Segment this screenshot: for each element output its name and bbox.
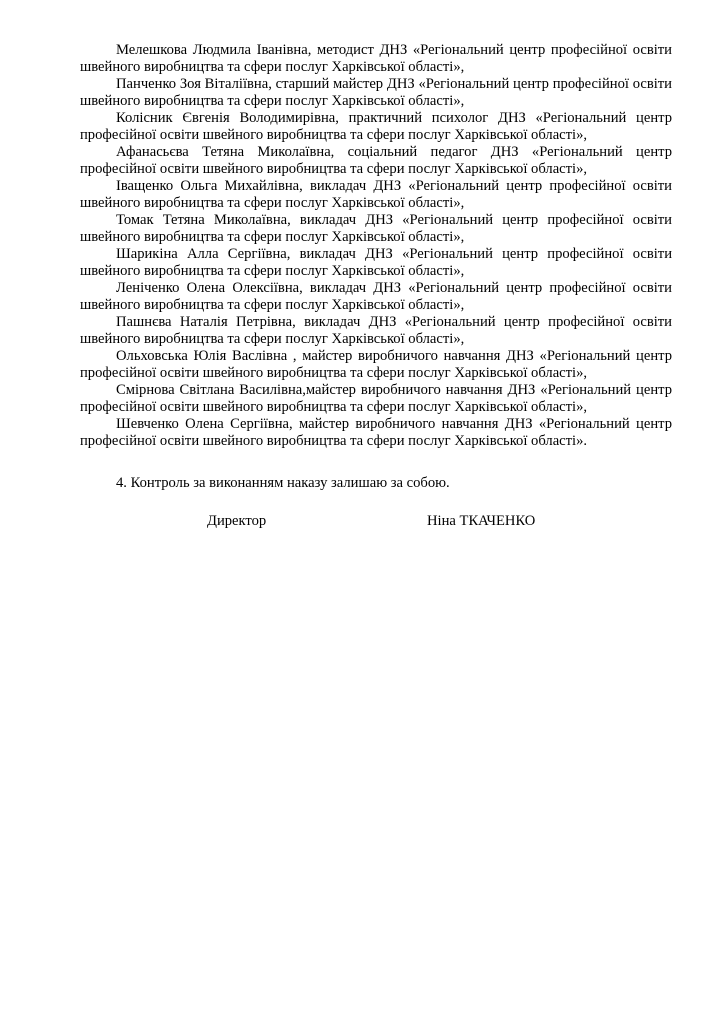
document-body: [80, 42, 672, 492]
staff-entry-smirnova: Смірнова Світлана Василівна,майстер виробничого навчання ДНЗ «Регіональний центр професійної освіти швейного виробництва та сфери послуг Харківської області»,: [80, 382, 672, 415]
signature-block: [0, 513, 724, 533]
staff-entry-afanasieva: Афанасьєва Тетяна Миколаївна, соціальний педагог ДНЗ «Регіональний центр професійної освіти швейного виробництва та сфери послуг Харківської області»,: [80, 144, 672, 177]
staff-entry-lenichenko: Леніченко Олена Олексіївна, викладач ДНЗ «Регіональний центр професійної освіти швейного виробництва та сфери послуг Харківської області»,: [80, 280, 672, 313]
signature-title: Директор: [207, 513, 267, 529]
staff-entry-olkhovska: Ольховська Юлія Васлівна , майстер виробничого навчання ДНЗ «Регіональний центр професійної освіти швейного виробництва та сфери послуг Харківської області»,: [80, 348, 672, 381]
staff-entry-shevchenko: Шевченко Олена Сергіївна, майстер виробничого навчання ДНЗ «Регіональний центр професійної освіти швейного виробництва та сфери послуг Харківської області».: [80, 416, 672, 449]
staff-entry-sharykina: Шарикіна Алла Сергіївна, викладач ДНЗ «Регіональний центр професійної освіти швейного виробництва та сфери послуг Харківської області»,: [80, 246, 672, 279]
staff-entry-panchenko: Панченко Зоя Віталіївна, старший майстер ДНЗ «Регіональний центр професійної освіти швейного виробництва та сфери послуг Харківської області»,: [80, 76, 672, 109]
staff-entry-kolisnyk: Колісник Євгенія Володимирівна, практичний психолог ДНЗ «Регіональний центр професійної освіти швейного виробництва та сфери послуг Харківської області»,: [80, 110, 672, 143]
staff-entry-pashnieva: Пашнєва Наталія Петрівна, викладач ДНЗ «Регіональний центр професійної освіти швейного виробництва та сфери послуг Харківської області»,: [80, 314, 672, 347]
staff-entry-ivashchenko: Іващенко Ольга Михайлівна, викладач ДНЗ «Регіональний центр професійної освіти швейного виробництва та сфери послуг Харківської області»,: [80, 178, 672, 211]
staff-entry-tomak: Томак Тетяна Миколаївна, викладач ДНЗ «Регіональний центр професійної освіти швейного виробництва та сфери послуг Харківської області»,: [80, 212, 672, 245]
signature-name: Ніна ТКАЧЕНКО: [427, 513, 536, 529]
order-point-4: 4. Контроль за виконанням наказу залишаю за собою.: [116, 475, 450, 491]
staff-entry-meleshkova: Мелешкова Людмила Іванівна, методист ДНЗ «Регіональний центр професійної освіти швейного виробництва та сфери послуг Харківської області»,: [80, 42, 672, 75]
